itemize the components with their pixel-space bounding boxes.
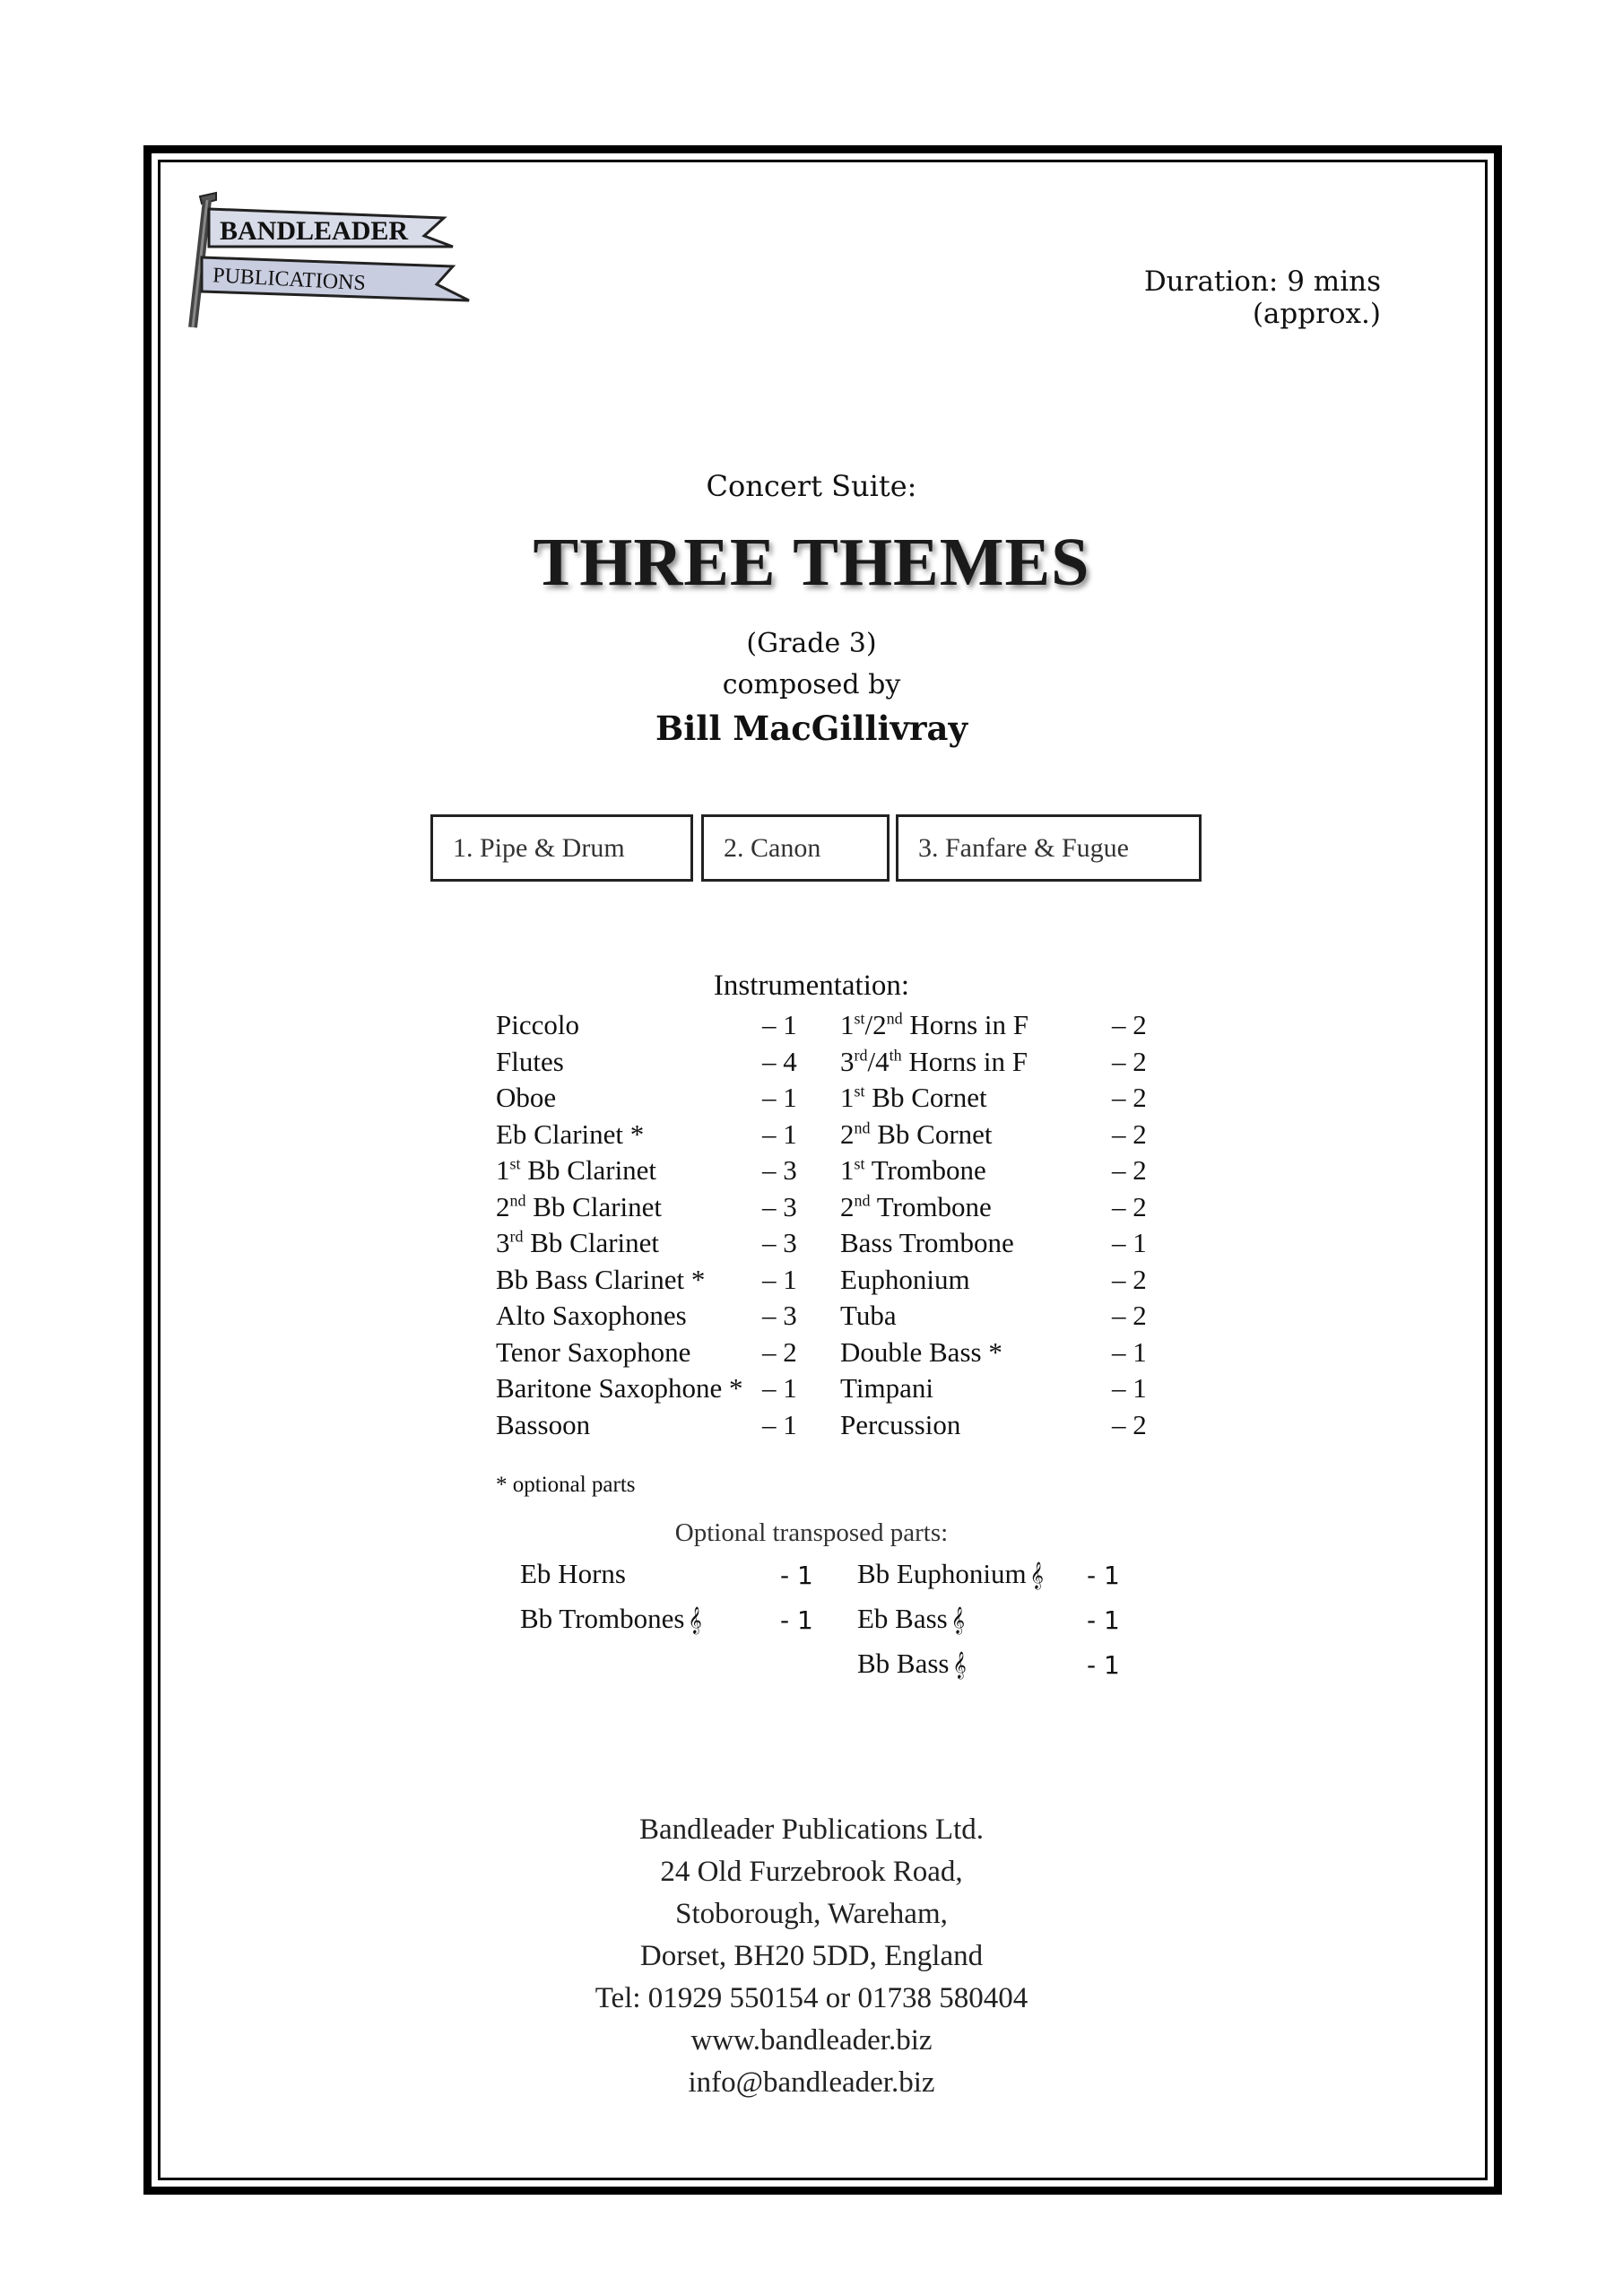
- treble-clef-icon: 𝄞: [688, 1607, 702, 1634]
- address-line: Dorset, BH20 5DD, England: [639, 1940, 984, 1972]
- address-line: Bandleader Publications Ltd.: [639, 1813, 984, 1846]
- instrument-right-name: Double Bass *: [840, 1335, 1002, 1368]
- instrument-left-name: 1st Bb Clarinet: [496, 1154, 657, 1186]
- instrumentation-heading: Instrumentation:: [713, 970, 910, 1002]
- instrument-left-count: – 1: [762, 1009, 797, 1040]
- optional-part-name: Bb Euphonium 𝄞: [857, 1558, 1044, 1589]
- address-line: www.bandleader.biz: [690, 2024, 933, 2057]
- grade-text: (Grade 3): [746, 628, 877, 659]
- instrument-right-name: Percussion: [840, 1408, 961, 1440]
- instrument-right-name: Timpani: [840, 1372, 933, 1404]
- instrument-left-name: 2nd Bb Clarinet: [496, 1190, 663, 1222]
- instrument-left-count: – 4: [762, 1045, 797, 1077]
- instrument-right-count: – 2: [1112, 1045, 1147, 1077]
- composed-by-text: composed by: [722, 669, 901, 700]
- instrument-right-name: Bass Trombone: [840, 1227, 1014, 1258]
- instrument-left-count: – 3: [762, 1227, 797, 1258]
- optional-part-name: Bb Bass 𝄞: [857, 1648, 967, 1679]
- optional-parts-note: * optional parts: [496, 1473, 636, 1497]
- instrument-right-count: – 2: [1112, 1190, 1147, 1222]
- instrument-right-name: 2nd Trombone: [840, 1190, 992, 1222]
- treble-clef-icon: 𝄞: [952, 1652, 967, 1679]
- instrument-right-count: – 1: [1112, 1372, 1147, 1404]
- treble-clef-icon: 𝄞: [1029, 1562, 1044, 1589]
- instrument-right-count: – 1: [1112, 1227, 1147, 1258]
- instrument-right-count: – 2: [1112, 1082, 1147, 1113]
- address-line: Tel: 01929 550154 or 01738 580404: [595, 1982, 1028, 2014]
- instrument-right-name: 2nd Bb Cornet: [840, 1118, 993, 1150]
- instrument-right-name: 1st Trombone: [840, 1154, 986, 1186]
- instrument-left-count: – 3: [762, 1154, 797, 1186]
- instrument-right-name: 3rd/4th Horns in F: [840, 1045, 1028, 1077]
- subtitle: Concert Suite:: [706, 469, 917, 503]
- address-line: Stoborough, Wareham,: [675, 1898, 948, 1930]
- optional-part-count: - 1: [1087, 1650, 1120, 1680]
- logo-line1: BANDLEADER: [220, 216, 409, 246]
- instrument-right-count: – 2: [1112, 1118, 1147, 1150]
- movement-box-2: 2. Canon: [701, 814, 890, 882]
- instrument-left-count: – 2: [762, 1335, 797, 1368]
- bandleader-logo: [184, 184, 480, 336]
- instrument-right-name: 1st/2nd Horns in F: [840, 1009, 1029, 1040]
- instrument-left-count: – 1: [762, 1408, 797, 1440]
- movement-box-3: 3. Fanfare & Fugue: [896, 814, 1202, 882]
- instrument-left-name: Bb Bass Clarinet *: [496, 1263, 706, 1295]
- instrument-left-name: Piccolo: [496, 1009, 579, 1040]
- address-line: 24 Old Furzebrook Road,: [660, 1856, 963, 1888]
- instrument-right-count: – 2: [1112, 1408, 1147, 1440]
- page-title: THREE THEMES: [533, 525, 1090, 600]
- instrument-right-count: – 1: [1112, 1335, 1147, 1368]
- duration-text: Duration: 9 mins (approx.): [1143, 265, 1381, 330]
- instrument-right-name: 1st Bb Cornet: [840, 1082, 987, 1113]
- optional-part-count: - 1: [780, 1561, 813, 1590]
- optional-heading: Optional transposed parts:: [674, 1518, 949, 1547]
- instrument-left-name: Baritone Saxophone *: [496, 1372, 743, 1404]
- instrument-left-count: – 1: [762, 1082, 797, 1113]
- instrument-right-count: – 2: [1112, 1263, 1147, 1295]
- instrument-left-name: Alto Saxophones: [496, 1300, 687, 1331]
- instrument-left-name: Tenor Saxophone: [496, 1335, 691, 1368]
- instrument-right-count: – 2: [1112, 1154, 1147, 1186]
- instrument-right-count: – 2: [1112, 1009, 1147, 1040]
- instrument-left-count: – 1: [762, 1263, 797, 1295]
- optional-part-name: Bb Trombones 𝄞: [520, 1603, 702, 1634]
- instrument-left-name: Oboe: [496, 1082, 557, 1113]
- instrument-left-count: – 1: [762, 1372, 797, 1404]
- optional-part-name: Eb Horns: [520, 1558, 626, 1589]
- movement-box-1: 1. Pipe & Drum: [430, 814, 693, 882]
- instrument-left-name: 3rd Bb Clarinet: [496, 1227, 660, 1258]
- logo-line2: PUBLICATIONS: [212, 264, 367, 296]
- optional-part-count: - 1: [1087, 1561, 1120, 1590]
- instrument-left-name: Bassoon: [496, 1408, 591, 1440]
- composer-name: Bill MacGillivray: [655, 709, 968, 748]
- instrument-left-count: – 1: [762, 1118, 797, 1150]
- address-line: info@bandleader.biz: [688, 2066, 935, 2099]
- instrument-left-name: Eb Clarinet *: [496, 1118, 645, 1150]
- instrument-right-name: Tuba: [840, 1300, 897, 1331]
- treble-clef-icon: 𝄞: [950, 1607, 966, 1634]
- optional-part-name: Eb Bass 𝄞: [857, 1603, 966, 1634]
- optional-part-count: - 1: [780, 1605, 813, 1635]
- optional-part-count: - 1: [1087, 1605, 1120, 1635]
- instrument-left-name: Flutes: [496, 1045, 564, 1077]
- instrument-left-count: – 3: [762, 1300, 797, 1331]
- instrument-right-name: Euphonium: [840, 1263, 970, 1295]
- instrument-left-count: – 3: [762, 1190, 797, 1222]
- instrument-right-count: – 2: [1112, 1300, 1147, 1331]
